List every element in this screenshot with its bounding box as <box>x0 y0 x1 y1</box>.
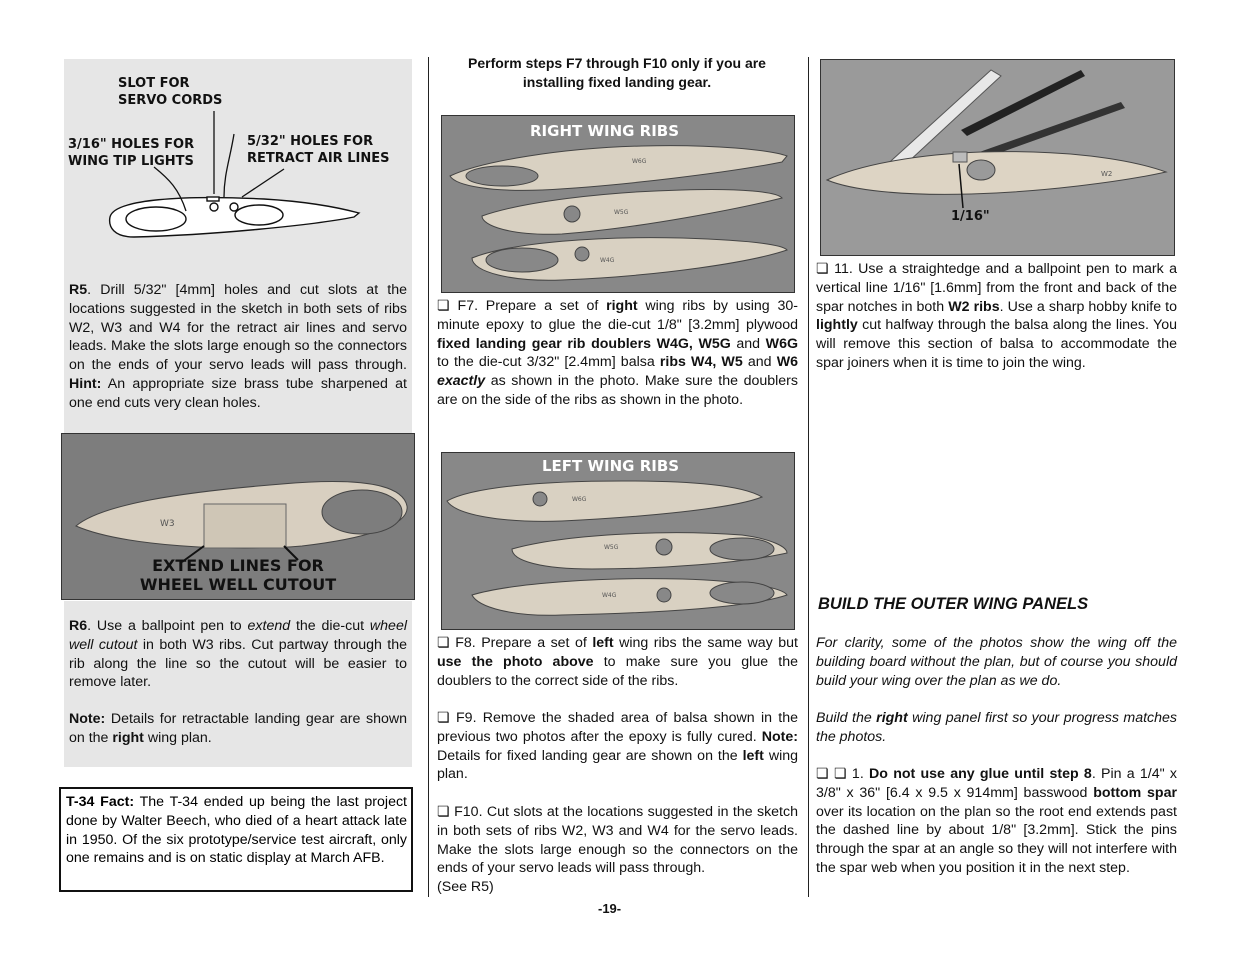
r6-text-3: in both W3 ribs. Cut partway through the rib along the line so the cutout will be easier to remove later. <box>69 636 408 691</box>
f8-checkbox[interactable]: ❏ <box>437 635 450 651</box>
s1-bold-2: bottom spar <box>1093 784 1177 801</box>
left-photo-label-w4g: W4G <box>602 592 617 599</box>
s11-text-2: . Use a sharp hobby knife to <box>999 298 1177 315</box>
r5-hint-label: Hint: <box>69 375 102 392</box>
f9-checkbox[interactable]: ❏ <box>437 710 450 726</box>
s11-bold-2: lightly <box>816 317 858 334</box>
sketch-label-slot-1: SLOT FOR <box>118 76 190 91</box>
f10-see-r5: (See R5) <box>437 879 494 895</box>
f7-text-1: F7. Prepare a set of <box>449 298 607 314</box>
sketch-label-tip-1: 3/16" HOLES FOR <box>68 137 195 152</box>
f7-text-4: to the die-cut 3/32" [2.4mm] balsa <box>437 354 660 371</box>
r5-sketch-panel <box>64 59 412 261</box>
step-f10 <box>437 803 798 878</box>
note-text-1: Details for retractable landing gear are shown on the <box>69 711 407 746</box>
t34-fact-box <box>59 787 413 892</box>
r6-id: R6 <box>69 618 88 634</box>
f9-bold-1: left <box>742 747 764 764</box>
r6-text-panel <box>64 601 412 767</box>
left-photo-label-w5g: W5G <box>604 544 619 551</box>
right-photo-label-w6g: W6G <box>632 158 647 165</box>
step-f7 <box>437 297 798 410</box>
f7-text-3: and <box>730 335 766 352</box>
right-photo-label-w4g: W4G <box>600 257 615 264</box>
f10-text-1: F10. Cut slots at the locations suggested in the sketch in both sets of ribs W2, W3 and W4 for the servo leads. Make the slots large enough so the connectors on the ends of your servo leads will pass through. <box>437 804 798 877</box>
f7-text-6: as shown in the photo. Make sure the doublers are on the side of the ribs as shown in the photo. <box>437 373 798 408</box>
f9-text-3: wing plan. <box>437 747 799 783</box>
clarity-paragraph: For clarity, some of the photos show the wing off the building board without the plan, but of course you should build your wing over the plan as we do. <box>816 635 1177 689</box>
r6-wheel-well: wheel well cutout <box>69 618 407 653</box>
column-divider-2 <box>808 57 809 897</box>
s11-checkbox[interactable]: ❏ <box>816 261 829 277</box>
r6-extend: extend <box>247 618 291 634</box>
left-photo-label-w6g: W6G <box>572 496 587 503</box>
r6-photo-rib-label: W3 <box>160 519 175 529</box>
right-photo-label-w5g: W5G <box>614 209 629 216</box>
spar-photo-label: 1/16" <box>951 209 990 224</box>
s1-text-3: over its location on the plan so the root end extends past the dashed line by about 1/8" [3.2mm]. Stick the pins through the spar at an angle so they will not interfere with the spar web when you position it in the next step. <box>816 803 1177 876</box>
sketch-label-tip-2: WING TIP LIGHTS <box>68 154 194 169</box>
r5-text-panel <box>64 261 412 433</box>
r5-text-1: . Drill 5/32" [4mm] holes and cut slots at the locations suggested in the sketch in both sets of ribs W2, W3 and W4 for the retract air lines and servo leads. Make the slots large enough so the connectors on the ends of your servo leads will pass through. <box>69 282 407 374</box>
f7-bold-5: W6 <box>776 354 798 371</box>
r5-id: R5 <box>69 282 88 298</box>
fact-text: The T-34 ended up being the last project done by Walter Beech, who died of a heart attack late in 1950. Of the six prototype/service test aircraft, only one remains and is on static display at March AFB. <box>66 794 408 867</box>
f8-text-2: wing ribs the same way but <box>613 635 798 651</box>
r5-text-2: An appropriate size brass tube sharpened at one end cuts very clean holes. <box>69 375 407 411</box>
build-text-1: Build the <box>816 710 877 726</box>
f10-checkbox[interactable]: ❏ <box>437 804 450 820</box>
step-1 <box>816 765 1177 878</box>
f7-bold-1: right <box>606 298 638 314</box>
build-right-paragraph <box>816 709 1177 747</box>
spar-notch-photo <box>820 59 1175 256</box>
f7-bold-4: ribs W4, W5 <box>659 354 743 371</box>
right-photo-title: RIGHT WING RIBS <box>530 122 680 140</box>
f9-text-2: Details for fixed landing gear are shown on the <box>437 747 743 764</box>
f7-checkbox[interactable]: ❏ <box>437 298 450 314</box>
section-heading: BUILD THE OUTER WING PANELS <box>818 595 1089 613</box>
sketch-label-retract-1: 5/32" HOLES FOR <box>247 134 374 149</box>
f8-bold-1: left <box>592 635 614 651</box>
intro-line-1: Perform steps F7 through F10 only if you are <box>468 55 766 71</box>
fact-label: T-34 Fact: <box>66 794 135 810</box>
note-bold: right <box>112 729 144 746</box>
r6-photo-caption-2: WHEEL WELL CUTOUT <box>139 575 337 594</box>
s11-text-3: cut halfway through the balsa along the lines. You will remove this section of balsa to accommodate the spar joiners when it is time to join the wing. <box>816 317 1177 371</box>
step-11 <box>816 260 1177 373</box>
column-divider-1 <box>428 57 429 897</box>
f8-text-3: to make sure you glue the doublers to the correct side of the ribs. <box>437 653 798 689</box>
page-number: -19- <box>598 901 622 916</box>
f7-bold-3: W6G <box>765 335 798 352</box>
r6-text-2: the die-cut <box>290 618 370 634</box>
intro-line-2: installing fixed landing gear. <box>522 73 712 90</box>
f9-note-label: Note: <box>761 728 798 745</box>
s1-text-1: 1. <box>846 766 870 782</box>
f8-bold-2: use the photo above <box>437 653 594 670</box>
sketch-label-slot-2: SERVO CORDS <box>118 93 223 108</box>
sketch-label-retract-2: RETRACT AIR LINES <box>247 151 390 166</box>
f7-text-2: wing ribs by using 30-minute epoxy to glue the die-cut 1/8" [3.2mm] plywood <box>437 298 798 333</box>
s1-checkboxes[interactable]: ❏ ❏ <box>816 766 847 782</box>
s11-text-1: 11. Use a straightedge and a ballpoint pen to mark a vertical line 1/16" [1.6mm] from the front and back of the spar notches in both <box>816 261 1177 315</box>
f9-text-1: F9. Remove the shaded area of balsa shown in the previous two photos after the epoxy is fully cured. <box>437 710 798 745</box>
left-wing-ribs-photo <box>441 452 795 630</box>
s1-bold-1: Do not use any glue until step 8 <box>869 766 1092 782</box>
spar-photo-rib-label: W2 <box>1101 170 1113 178</box>
r6-text-1: . Use a ballpoint pen to <box>87 618 248 634</box>
s1-text-2: . Pin a 1/4" x 3/8" x 36" [6.4 x 9.5 x 914mm] basswood <box>816 766 1177 801</box>
note-text-2: wing plan. <box>143 729 212 746</box>
f7-bold-2: fixed landing gear rib doublers W4G, W5G <box>437 335 731 352</box>
step-f8 <box>437 634 798 690</box>
wing-rib-sketch <box>64 59 412 261</box>
r6-photo-caption-1: EXTEND LINES FOR <box>152 556 324 575</box>
s11-bold-1: W2 ribs <box>948 298 1000 315</box>
r6-photo <box>61 433 415 600</box>
build-bold-1: right <box>876 710 908 726</box>
step-f9 <box>437 709 798 784</box>
build-text-2: wing panel first so your progress matches the photos. <box>816 710 1177 745</box>
note-label: Note: <box>69 711 106 727</box>
left-photo-title: LEFT WING RIBS <box>542 457 680 475</box>
f8-text-1: F8. Prepare a set of <box>449 635 593 651</box>
right-wing-ribs-photo <box>441 115 795 293</box>
f7-exactly: exactly <box>437 373 486 390</box>
f7-text-5: and <box>742 354 777 371</box>
fixed-gear-intro <box>438 54 796 92</box>
